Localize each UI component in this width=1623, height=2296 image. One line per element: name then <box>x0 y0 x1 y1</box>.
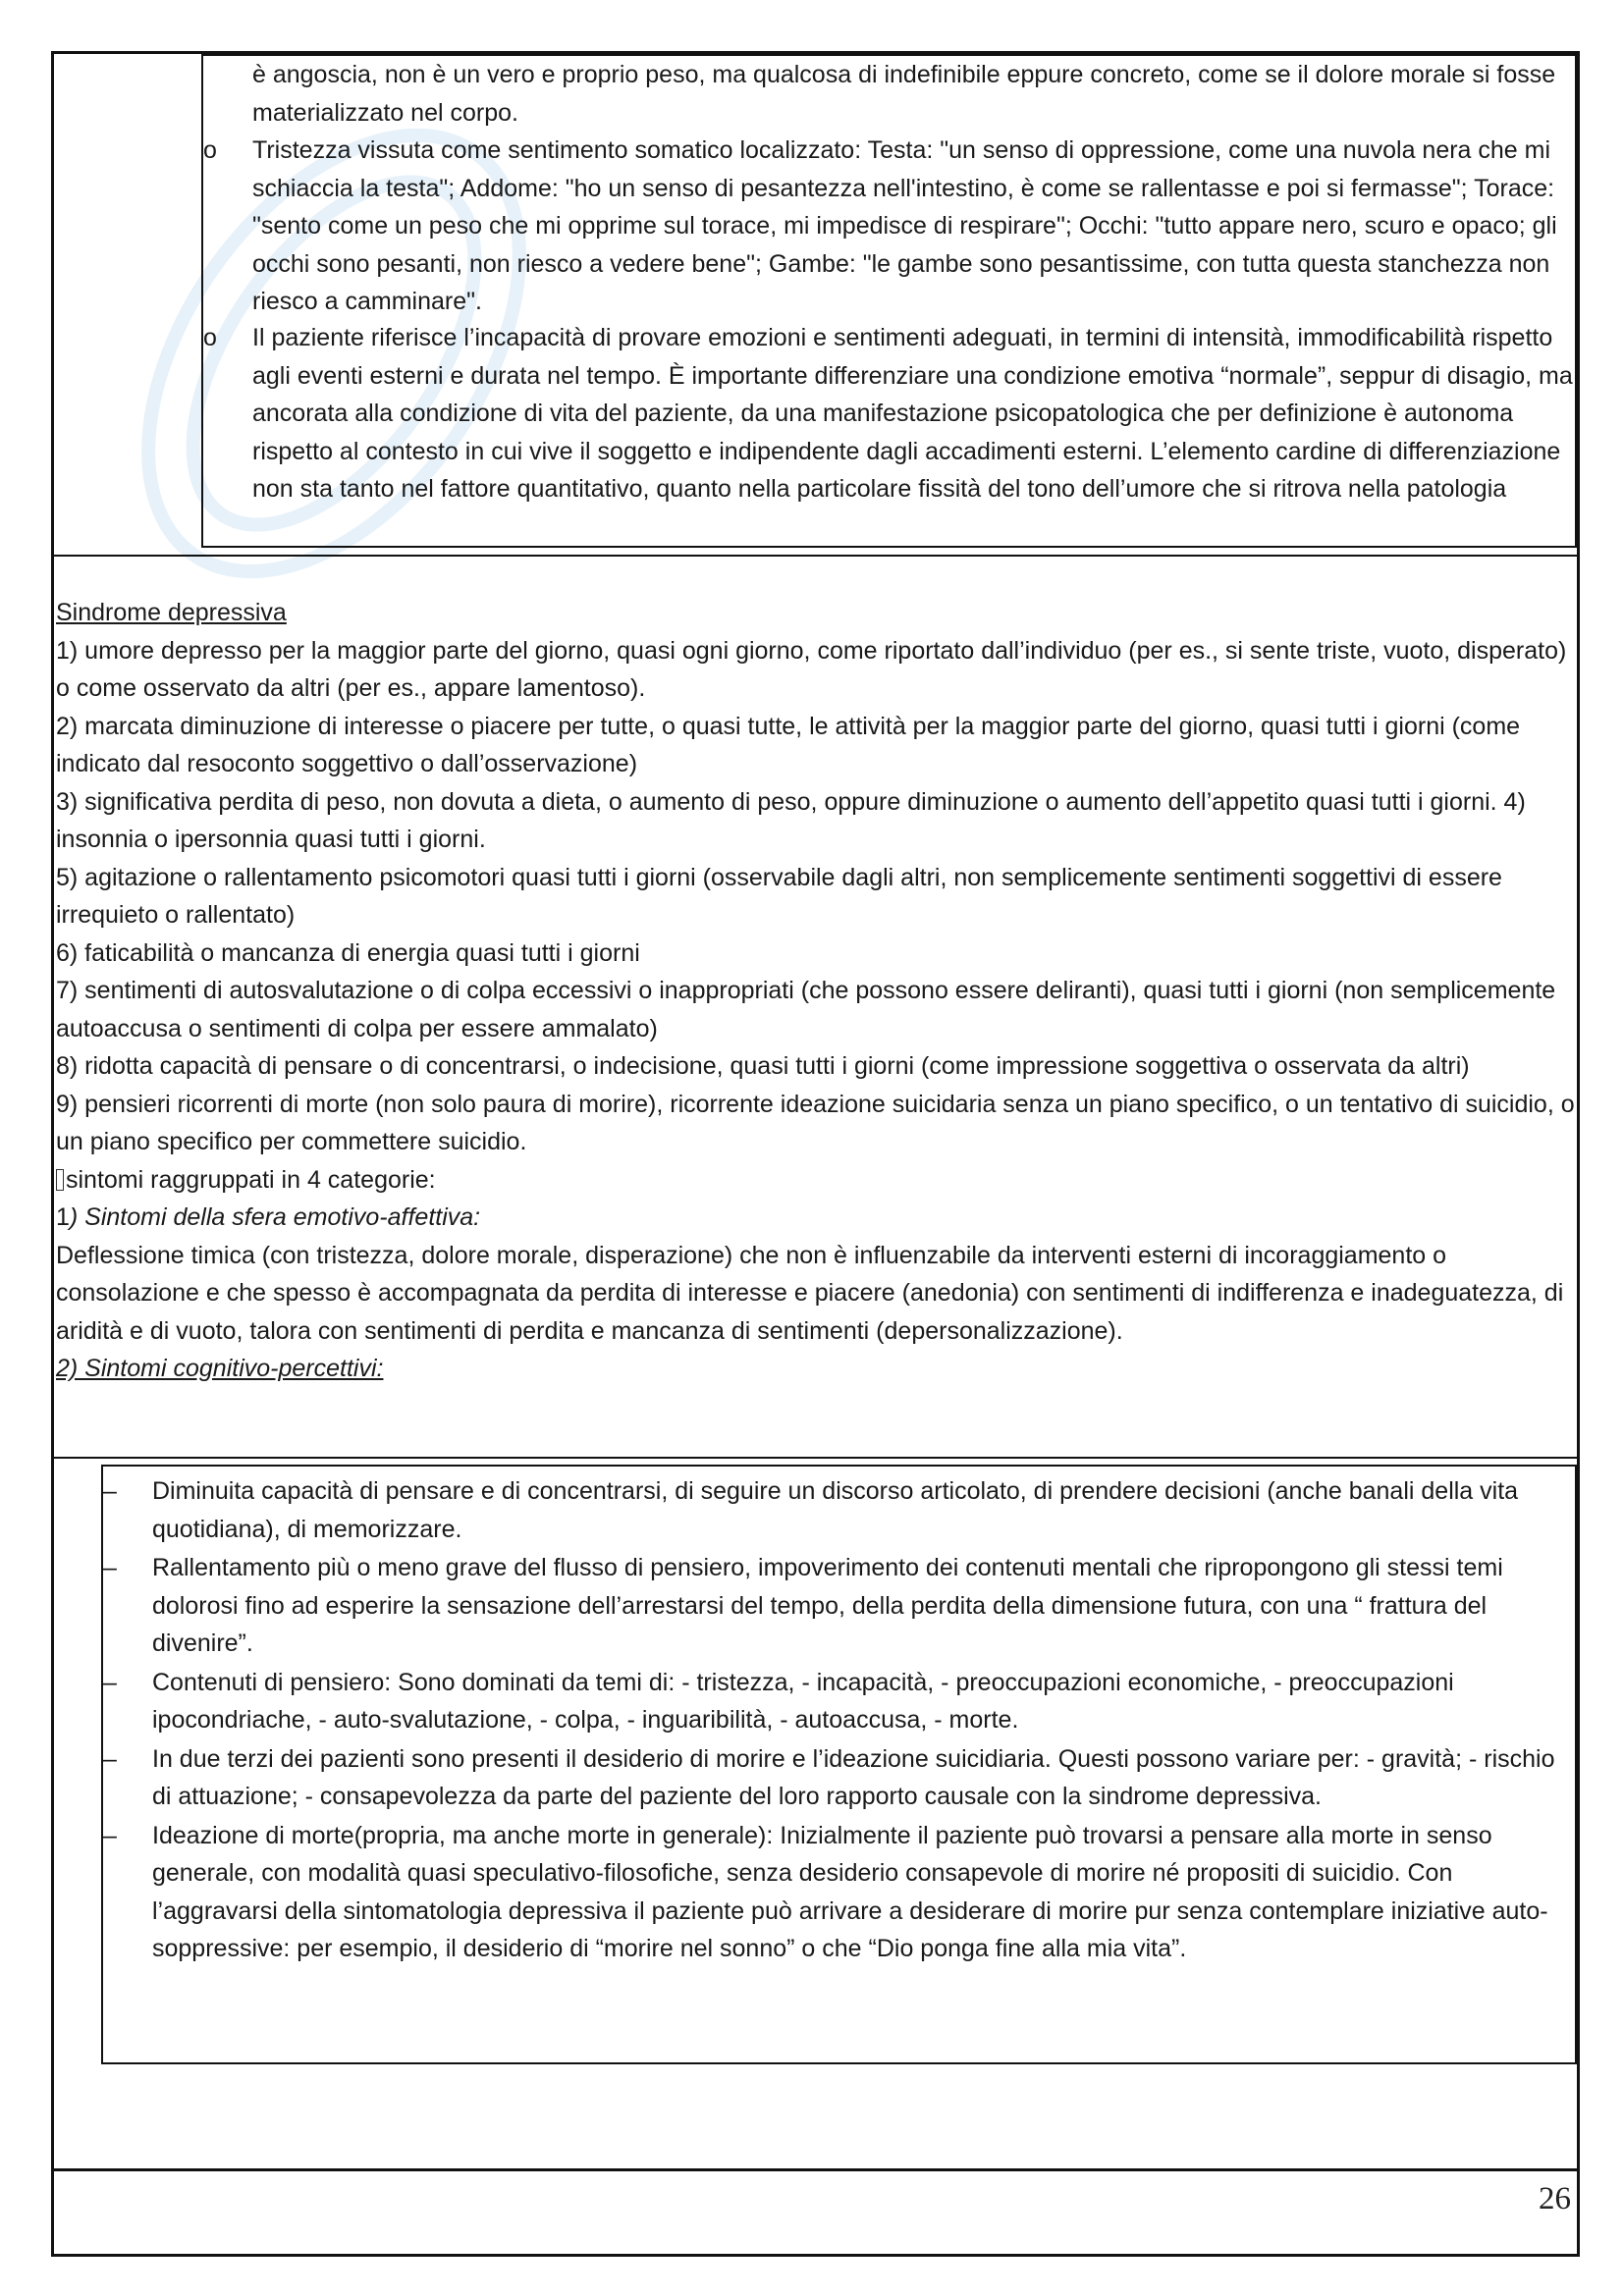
criterion-item: 6) faticabilità o mancanza di energia quasi tutti i giorni <box>56 938 640 967</box>
glyph-icon <box>56 1169 64 1191</box>
categories-intro-text: sintomi raggruppati in 4 categorie: <box>66 1165 436 1194</box>
criterion-item: 9) pensieri ricorrenti di morte (non solo paura di morire), ricorrente ideazione suicidaria senza un piano specifico, o un tentativo di suicidio, o un piano specifico per commettere suicidio. <box>56 1090 1575 1155</box>
list-item <box>103 1740 1576 1816</box>
page-number: 26 <box>1539 2181 1571 2216</box>
top-section-box <box>201 54 1577 548</box>
category-1-number: 1 <box>56 1203 70 1231</box>
criterion-item: 7) sentimenti di autosvalutazione o di colpa eccessivi o inappropriati (che possono essere deliranti), quasi tutti i giorni (non semplicemente autoaccusa o sentimenti di colpa per essere ammalato) <box>56 977 1556 1042</box>
dash-marker: – <box>103 1477 117 1505</box>
list-item-text: Ideazione di morte(propria, ma anche morte in generale): Inizialmente il paziente può trovarsi a pensare alla morte in senso generale, con modalità quasi speculativo-filosofiche, senza desiderio consapevole di morire né propositi di suicidio. Con l’aggravarsi della sintomatologia depressiva il paziente può arrivare a desiderare di morire pur senza contemplare iniziative auto-soppressive: per esempio, il desiderio di “morire nel sonno” o che “Dio ponga fine alla mia vita”. <box>152 1821 1548 1962</box>
list-item <box>103 1664 1576 1739</box>
criterion-item: 8) ridotta capacità di pensare o di concentrarsi, o indecisione, quasi tutti i giorni (come impressione soggettiva o osservata da altri) <box>56 1052 1470 1080</box>
intro-text: è angoscia, non è un vero e proprio peso, ma qualcosa di indefinibile eppure concreto, come se il dolore morale si fosse materializzato nel corpo. <box>252 61 1556 127</box>
bullet-item: Tristezza vissuta come sentimento somatico localizzato: Testa: "un senso di oppressione, come una nuvola nera che mi schiaccia la testa"; Addome: "ho un senso di pesantezza nell'intestino, è come se rallentasse e poi si fermasse"; Torace: "sento come un peso che mi opprime sul torace, mi impedisce di respirare"; Occhi: "tutto appare nero, scuro e opaco; gli occhi sono pesanti, non riesco a vedere bene"; Gambe: "le gambe sono pesantissime, con tutta questa stanchezza non riesco a camminare". <box>252 136 1557 315</box>
middle-section-box <box>51 555 1580 1459</box>
footer-box <box>51 2168 1580 2257</box>
bullet-marker: o <box>203 324 217 351</box>
middle-section-content <box>56 594 1578 1388</box>
list-item-text: Diminuita capacità di pensare e di concentrarsi, di seguire un discorso articolato, di prendere decisioni (anche banali della vita quotidiana), di memorizzare. <box>152 1477 1519 1543</box>
list-item <box>103 1472 1576 1548</box>
categories-intro <box>56 1161 1578 1200</box>
dash-marker: – <box>103 1554 117 1581</box>
criterion-item: 1) umore depresso per la maggior parte del giorno, quasi ogni giorno, come riportato dall’individuo (per es., si sente triste, vuoto, disperato) o come osservato da altri (per es., appare lamentoso). <box>56 636 1567 702</box>
dash-marker: – <box>103 1821 117 1849</box>
category-1-text: Deflessione timica (con tristezza, dolore morale, disperazione) che non è influenzabile da interventi esterni di incoraggiamento o consolazione e che spesso è accompagnata da perdita di interesse e piacere (anedonia) con sentimenti di indifferenza e inadeguatezza, di aridità e di vuoto, talora con sentimenti di perdita e mancanza di sentimenti (depersonalizzazione). <box>56 1241 1564 1345</box>
list-item <box>103 1817 1576 1968</box>
dash-marker: – <box>103 1744 117 1773</box>
category-1-heading <box>56 1199 1578 1237</box>
category-2-heading: 2) Sintomi cognitivo-percettivi: <box>56 1355 384 1382</box>
list-item-text: In due terzi dei pazienti sono presenti il desiderio di morire e l’ideazione suicidiaria. Questi possono variare per: - gravità; - rischio di attuazione; - consapevolezza da parte del paziente del loro rapporto causale con la sindrome depressiva. <box>152 1744 1555 1810</box>
bullet-item: Il paziente riferisce l’incapacità di provare emozioni e sentimenti adeguati, in termini di intensità, immodificabilità rispetto agli eventi esterni e durata nel tempo. È importante differenziare una condizione emotiva “normale”, seppur di disagio, ma ancorata alla condizione di vita del paziente, da una manifestazione psicopatologica che per definizione è autonoma rispetto al contesto in cui vive il soggetto e indipendente dagli accadimenti esterni. L’elemento cardine di differenziazione non sta tanto nel fattore quantitativo, quanto nella particolare fissità del tono dell’umore che si ritrova nella patologia <box>252 324 1573 503</box>
symptom-list <box>103 1472 1576 1969</box>
criterion-item: 3) significativa perdita di peso, non dovuta a dieta, o aumento di peso, oppure diminuzione o aumento dell’appetito quasi tutti i giorni. 4) insonnia o ipersonnia quasi tutti i giorni. <box>56 787 1526 853</box>
category-1-title: ) Sintomi della sfera emotivo-affettiva: <box>69 1203 481 1231</box>
dash-marker: – <box>103 1668 117 1696</box>
criterion-item: 5) agitazione o rallentamento psicomotori quasi tutti i giorni (osservabile dagli altri, non semplicemente sentimenti soggettivi di essere irrequieto o rallentato) <box>56 863 1502 929</box>
list-item-text: Rallentamento più o meno grave del flusso di pensiero, impoverimento dei contenuti mentali che ripropongono gli stessi temi dolorosi fino ad esperire la sensazione dell’arrestarsi del tempo, della perdita della dimensione futura, con una “ frattura del divenire”. <box>152 1554 1503 1657</box>
section-heading: Sindrome depressiva <box>56 599 287 626</box>
bullet-marker: o <box>203 136 217 164</box>
criterion-item: 2) marcata diminuzione di interesse o piacere per tutte, o quasi tutte, le attività per la maggior parte del giorno, quasi tutti i giorni (come indicato dal resoconto soggettivo o dall’osservazione) <box>56 712 1521 777</box>
symptom-list-box <box>101 1465 1577 2064</box>
list-item-text: Contenuti di pensiero: Sono dominati da temi di: - tristezza, - incapacità, - preoccupazioni economiche, - preoccupazioni ipocondriache, - auto-svalutazione, - colpa, - inguaribilità, - autoaccusa, - morte. <box>152 1668 1454 1734</box>
list-item <box>103 1549 1576 1663</box>
